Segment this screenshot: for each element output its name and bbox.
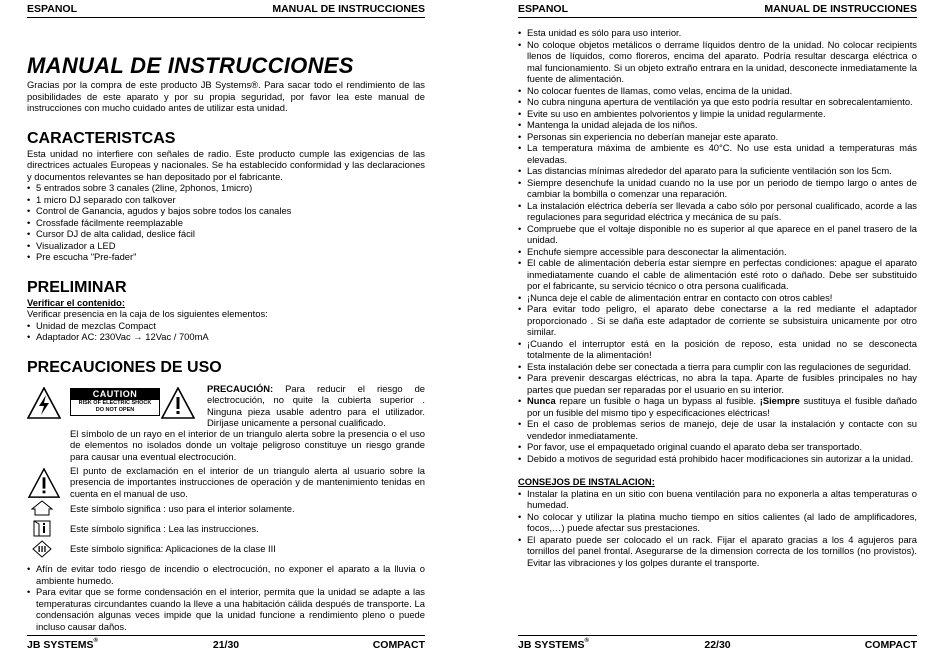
- list-item: • Mantenga la unidad alejada de los niños.: [518, 119, 917, 131]
- list-item: • Instalar la platina en un sitio con buena ventilación para no exponerla a altas temperaturas o humedad.: [518, 488, 917, 511]
- lightning-triangle-icon: [27, 387, 61, 419]
- symbol-row: [27, 503, 425, 519]
- list-item: • Visualizador a LED: [27, 240, 425, 252]
- list-item: • Cursor DJ de alta calidad, deslice fácil: [27, 228, 425, 240]
- list-item: • Control de Ganancia, agudos y bajos sobre todos los canales: [27, 205, 425, 217]
- list-item: • Siempre desenchufe la unidad cuando no la use por un periodo de tiempo largo o antes de cambiar la bombilla o comenzar una reparación.: [518, 177, 917, 200]
- list-item: • No colocar y utilizar la platina mucho tiempo en sitios calientes (al lado de amplificadores, focos,…) puede afectar sus prestaciones.: [518, 511, 917, 534]
- list-item: • Nunca repare un fusible o haga un bypass al fusible. ¡Siempre sustituya el fusible dañado por un fusible del mismo tipo y especificaciones eléctricas!: [518, 395, 917, 418]
- list-item: • No cubra ninguna apertura de ventilación ya que esto podría resultar en sobrecalentamiento.: [518, 96, 917, 108]
- lightning-explanation: El símbolo de un rayo en el interior de un triangulo alerta sobre la presencia o el uso de elementos no isolados donde un voltaje peligroso constituye un riesgo grande para causar una eventual electrocución.: [70, 427, 425, 462]
- page-body: [27, 53, 425, 632]
- list-item: • Crossfade fácilmente reemplazable: [27, 217, 425, 229]
- exclamation-explanation: El punto de exclamación en el interior de un triangulo alerta al usuario sobre la presencia de importantes instrucciones de operación y de mantenimiento tenidas en cuenta en el manual de uso.: [70, 464, 425, 499]
- exclamation-explanation-row: [27, 465, 425, 500]
- list-item: • Adaptador AC: 230Vac → 12Vac / 700mA: [27, 331, 425, 343]
- list-item: • ¡Cuando el interruptor está en la posición de reposo, esta unidad no se desconecta totalmente de la alimentación!: [518, 338, 917, 361]
- footer-model: COMPACT: [864, 639, 917, 651]
- list-item: • Esta unidad es sólo para uso interior.: [518, 27, 917, 39]
- list-item: • Esta instalación debe ser conectada a tierra para cumplir con las regulaciones de seguridad.: [518, 361, 917, 373]
- list-item: • El cable de alimentación debería estar siempre en perfectas condiciones: apague el aparato inmediatamente cuando el cable de alimentación esté roto o dañado. Debe ser substituido por el fabricante, su servicio técnico o otra persona cualificada.: [518, 257, 917, 292]
- verify-contents-subheading: Verificar el contenido:: [27, 296, 125, 308]
- features-heading: CARACTERISTCAS: [27, 129, 176, 147]
- page-footer: [27, 639, 425, 653]
- list-item: • Las distancias mínimas alrededor del aparato para la suficiente ventilación son los 5cm.: [518, 165, 917, 177]
- list-item: • Para evitar todo peligro, el aparato debe conectarse a la red mediante el adaptador proporcionado . Si se daña este adaptador de corriente se subsistuira unicamente por otro similar.: [518, 303, 917, 338]
- symbol-text: Este símbolo significa : Lea las instrucciones.: [70, 523, 259, 534]
- header-language: ESPANOL: [27, 3, 77, 15]
- page-footer: [518, 639, 917, 653]
- house-icon: [31, 500, 53, 516]
- page-header: [27, 3, 425, 17]
- exclamation-triangle-icon: [161, 387, 195, 419]
- list-item: • En el caso de problemas serios de manejo, deje de usar la instalación y contacte con su vendedor inmediatamente.: [518, 418, 917, 441]
- page-21: [27, 0, 425, 659]
- features-paragraph: Esta unidad no interfiere con señales de radio. Este producto cumple las exigencias de las directrices actuales Europeas y nacionales. Se ha establecido conformidad y las declaraciones y documentos relevantes se han depositado por el fabricante.: [27, 147, 425, 182]
- verify-contents-text: Verificar presencia en la caja de los siguientes elementos:: [27, 308, 268, 319]
- list-item: • 5 entrados sobre 3 canales (2line, 2phonos, 1micro): [27, 182, 425, 194]
- list-item: • Para prevenir descargas eléctricas, no abra la tapa. Aparte de fusibles principales no hay partes que puedan ser reparadas por el usuario en su interior.: [518, 372, 917, 395]
- caution-label: [70, 388, 160, 416]
- list-item: • Afín de evitar todo riesgo de incendio o electrocución, no exponer el aparato a la lluvia o ambiente humedo.: [27, 563, 425, 586]
- page-number: 21/30: [212, 639, 240, 651]
- features-list: [27, 182, 425, 263]
- page-number: 22/30: [704, 639, 731, 651]
- precaution-label: PRECAUCIÓN:: [207, 382, 274, 394]
- list-item: • La temperatura máxima de ambiente es 40°C. No use esta unidad a temperaturas más elevadas.: [518, 142, 917, 165]
- symbol-row: [27, 523, 425, 539]
- footer-model: COMPACT: [372, 639, 425, 651]
- list-item: • ¡Nunca deje el cable de alimentación entrar en contacto con otros cables!: [518, 292, 917, 304]
- list-item: • Debido a motivos de seguridad está prohibido hacer modificaciones sin autorizar a la unidad.: [518, 453, 917, 465]
- footer-brand: JB SYSTEMS®: [27, 638, 98, 651]
- caution-block: [27, 383, 425, 463]
- list-item: • 1 micro DJ separado con talkover: [27, 194, 425, 206]
- list-item: • Compruebe que el voltaje disponible no es superior al que aparece en el panel trasero de la unidad.: [518, 223, 917, 246]
- symbol-row: [27, 543, 425, 559]
- list-item: • El aparato puede ser colocado el un rack. Fijar el aparato gracias a los 4 agujeros para tornillos del panel frontal. Asegurarse de la dimension correcta de los tornillos (no provistos). Evitar las vibraciones y los golpes durante el transporte.: [518, 534, 917, 569]
- preliminar-heading: PRELIMINAR: [27, 278, 127, 296]
- header-title: MANUAL DE INSTRUCCIONES: [272, 3, 425, 15]
- list-item: • No coloque objetos metálicos o derrame líquidos dentro de la unidad. No colocar recipients llenos de líquidos, como floreros, encima del aparato. Podría resultar descarga eléctrica o mal funcionamiento. Si un objeto extraño entrara en la unidad, desconecte inmediatamente la fuente de alimentación.: [518, 39, 917, 85]
- list-item: • Unidad de mezclas Compact: [27, 320, 425, 332]
- list-item: • No colocar fuentes de llamas, como velas, encima de la unidad.: [518, 85, 917, 97]
- list-item: • Para evitar que se forme condensación en el interior, permita que la unidad se adapte a las temperaturas circundantes cuando la lleve a una habitación cálida después de transporte. La condensación algunas veces impide que la unidad funcione a rendimiento pleno o puede incluso causar daños.: [27, 586, 425, 632]
- header-rule: [27, 17, 425, 18]
- header-language: ESPANOL: [518, 3, 568, 15]
- caution-title: CAUTION: [71, 389, 159, 400]
- footer-brand: JB SYSTEMS®: [518, 638, 589, 651]
- contents-list: [27, 320, 425, 343]
- read-instructions-icon: [31, 520, 53, 537]
- installation-heading: CONSEJOS DE INSTALACION:: [518, 476, 655, 487]
- class-iii-icon: [31, 540, 53, 558]
- footer-rule: [518, 635, 917, 636]
- list-item: • Enchufe siempre accessible para desconectar la alimentación.: [518, 246, 917, 258]
- safety-list: [518, 27, 917, 464]
- page-body: [518, 27, 917, 568]
- list-item: • La instalación eléctrica debería ser llevada a cabo sólo por personal cualificado, acorde a las regulaciones para seguridad eléctrica y mecánica de su país.: [518, 200, 917, 223]
- caution-line-1: RISK OF ELECTRIC SHOCK: [78, 399, 152, 406]
- footer-rule: [27, 635, 425, 636]
- page-header: [518, 3, 917, 17]
- header-rule: [518, 17, 917, 18]
- precautions-list: [27, 563, 425, 632]
- installation-list: [518, 488, 917, 569]
- list-item: • Personas sin experiencia no deberían manejar este aparato.: [518, 131, 917, 143]
- symbol-text: Este símbolo significa: Aplicaciones de la clase III: [70, 543, 276, 554]
- manual-title: MANUAL DE INSTRUCCIONES: [27, 53, 354, 78]
- symbol-text: Este símbolo significa : uso para el interior solamente.: [70, 503, 295, 514]
- exclamation-triangle-icon: [27, 468, 61, 498]
- list-item: • Pre escucha "Pre-fader": [27, 251, 425, 263]
- caution-line-2: DO NOT OPEN: [95, 407, 135, 413]
- list-item: • Evite su uso en ambientes polvorientos y limpie la unidad regularmente.: [518, 108, 917, 120]
- header-title: MANUAL DE INSTRUCCIONES: [764, 3, 917, 15]
- precaution-text: PRECAUCIÓN: Para reducir el riesgo de electrocución, no quite la cubierta superior . Ninguna pieza usable adentro para el utilizador. Diríjase unicamente a personal cualificado.: [207, 382, 425, 428]
- list-item: • Por favor, use el empaquetado original cuando el aparato deba ser transportado.: [518, 441, 917, 453]
- precautions-heading: PRECAUCIONES DE USO: [27, 358, 222, 376]
- page-22: [518, 0, 917, 659]
- intro-paragraph: Gracias por la compra de este producto JB Systems®. Para sacar todo el rendimiento de las posibilidades de este aparato y por su propia seguridad, por favor lea este manual de instrucciones con mucho cuidado antes de utilizar esta unidad.: [27, 79, 425, 113]
